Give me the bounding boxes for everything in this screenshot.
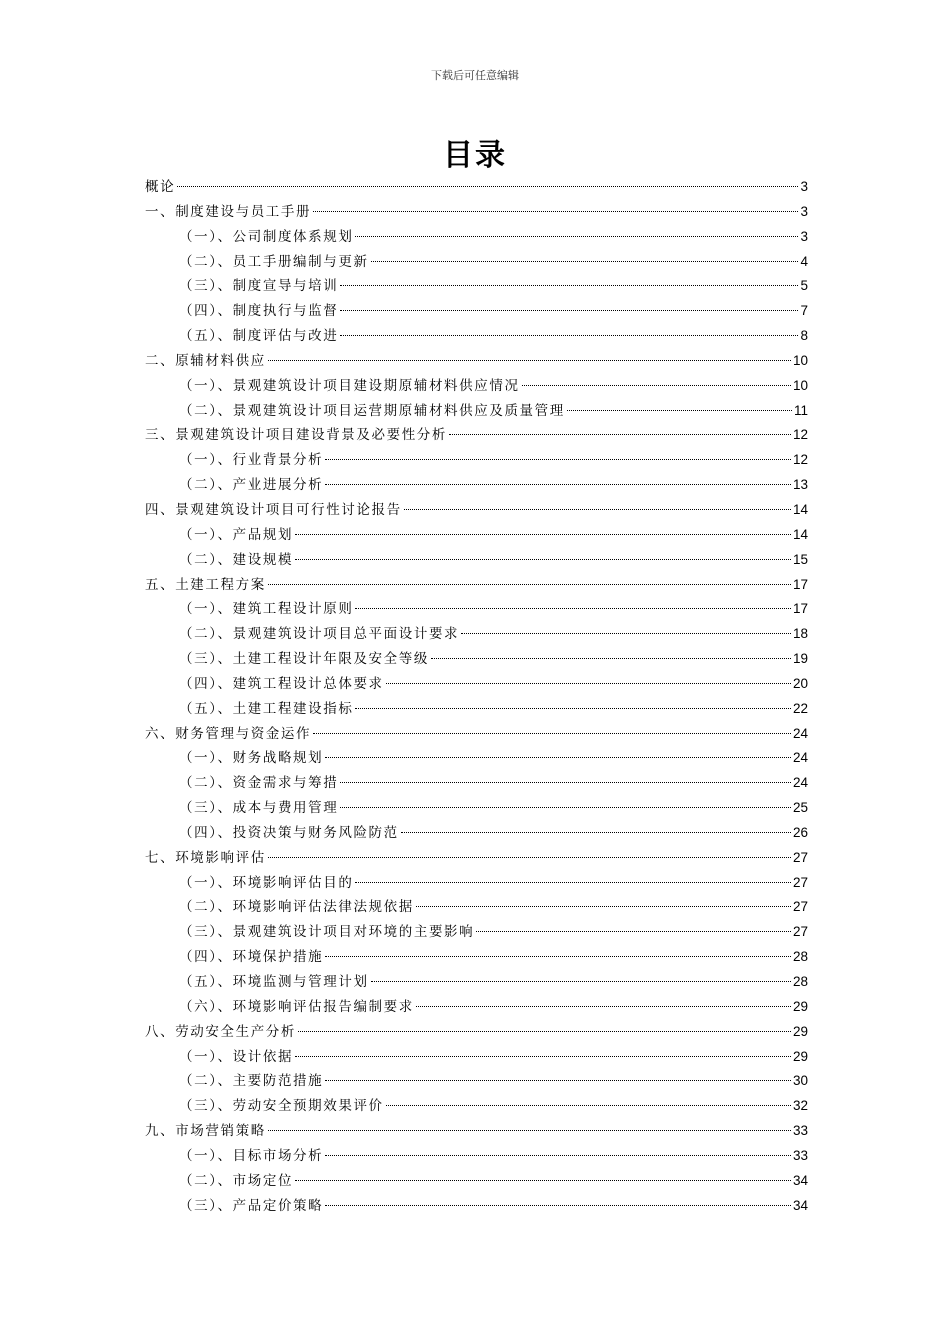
toc-entry-label: （三）、景观建筑设计项目对环境的主要影响 bbox=[179, 924, 475, 941]
toc-entry[interactable] bbox=[145, 1094, 808, 1119]
toc-entry-label: （五）、土建工程建设指标 bbox=[179, 700, 354, 717]
toc-entry-page-number: 27 bbox=[792, 924, 808, 940]
toc-entry-label: （二）、景观建筑设计项目运营期原辅材料供应及质量管理 bbox=[179, 402, 565, 419]
toc-entry[interactable] bbox=[145, 821, 808, 846]
toc-dot-leader bbox=[268, 584, 791, 585]
toc-entry-label: 七、环境影响评估 bbox=[145, 849, 266, 866]
toc-entry[interactable] bbox=[145, 796, 808, 821]
toc-entry-label: （二）、主要防范措施 bbox=[179, 1073, 324, 1090]
toc-entry-label: （三）、土建工程设计年限及安全等级 bbox=[179, 651, 429, 668]
toc-entry-label: （四）、建筑工程设计总体要求 bbox=[179, 675, 384, 692]
toc-entry-page-number: 19 bbox=[792, 651, 808, 667]
toc-entry-label: 二、原辅材料供应 bbox=[145, 352, 266, 369]
toc-entry[interactable] bbox=[145, 1069, 808, 1094]
toc-dot-leader bbox=[416, 1006, 791, 1007]
page-title: 目录 bbox=[443, 138, 507, 173]
toc-dot-leader bbox=[325, 757, 791, 758]
toc-entry[interactable] bbox=[145, 548, 808, 573]
toc-entry-page-number: 20 bbox=[792, 675, 808, 691]
toc-dot-leader bbox=[567, 410, 792, 411]
toc-dot-leader bbox=[461, 633, 791, 634]
toc-entry-label: （五）、环境监测与管理计划 bbox=[179, 974, 369, 990]
toc-entry[interactable] bbox=[145, 448, 808, 473]
toc-dot-leader bbox=[325, 956, 791, 957]
toc-entry[interactable] bbox=[145, 1144, 808, 1169]
toc-entry-page-number: 28 bbox=[792, 974, 808, 989]
toc-entry-label: （二）、资金需求与筹措 bbox=[179, 775, 339, 792]
toc-entry[interactable] bbox=[145, 895, 808, 920]
toc-dot-leader bbox=[340, 285, 798, 286]
toc-entry-page-number: 10 bbox=[792, 352, 808, 368]
toc-entry[interactable] bbox=[145, 722, 808, 747]
toc-entry[interactable] bbox=[145, 846, 808, 871]
toc-entry-page-number: 26 bbox=[792, 824, 808, 840]
toc-dot-leader bbox=[371, 981, 791, 982]
toc-entry-page-number: 5 bbox=[800, 278, 808, 294]
toc-dot-leader bbox=[416, 906, 791, 907]
toc-entry-page-number: 14 bbox=[792, 526, 808, 542]
toc-entry-label: （五）、制度评估与改进 bbox=[179, 328, 339, 345]
toc-dot-leader bbox=[386, 683, 791, 684]
toc-entry[interactable] bbox=[145, 647, 808, 672]
toc-dot-leader bbox=[386, 1105, 791, 1106]
toc-entry[interactable] bbox=[145, 672, 808, 697]
toc-entry[interactable] bbox=[145, 597, 808, 622]
toc-entry-page-number: 8 bbox=[800, 328, 808, 344]
toc-entry[interactable] bbox=[145, 871, 808, 896]
toc-entry-page-number: 24 bbox=[792, 775, 808, 791]
toc-entry[interactable] bbox=[145, 473, 808, 498]
toc-entry-page-number: 24 bbox=[792, 750, 808, 766]
toc-entry-page-number: 34 bbox=[792, 1197, 808, 1213]
toc-entry-label: （一）、行业背景分析 bbox=[179, 452, 324, 469]
toc-entry[interactable] bbox=[145, 200, 808, 225]
toc-entry-label: （一）、目标市场分析 bbox=[179, 1147, 324, 1164]
toc-entry-page-number: 27 bbox=[792, 899, 808, 915]
toc-entry[interactable] bbox=[145, 970, 808, 995]
toc-entry-page-number: 18 bbox=[792, 626, 808, 642]
toc-entry-label: （二）、景观建筑设计项目总平面设计要求 bbox=[179, 626, 460, 643]
toc-entry-page-number: 7 bbox=[800, 303, 808, 319]
toc-entry-page-number: 33 bbox=[792, 1147, 808, 1163]
toc-entry[interactable] bbox=[145, 225, 808, 250]
toc-entry-page-number: 17 bbox=[792, 576, 808, 592]
toc-entry-page-number: 12 bbox=[792, 427, 808, 443]
toc-entry-label: 五、土建工程方案 bbox=[145, 576, 266, 593]
toc-entry-label: （三）、劳动安全预期效果评价 bbox=[179, 1098, 384, 1115]
toc-entry-label: （四）、制度执行与监督 bbox=[179, 303, 339, 320]
toc-entry-page-number: 27 bbox=[792, 874, 808, 890]
toc-entry-label: 一、制度建设与员工手册 bbox=[145, 203, 312, 220]
toc-dot-leader bbox=[325, 459, 791, 460]
toc-entry-page-number: 30 bbox=[792, 1073, 808, 1089]
toc-entry[interactable] bbox=[145, 324, 808, 349]
header-note: 下载后可任意编辑 bbox=[431, 69, 519, 82]
toc-entry-page-number: 27 bbox=[792, 849, 808, 865]
toc-dot-leader bbox=[522, 385, 791, 386]
toc-entry-label: （二）、产业进展分析 bbox=[179, 477, 324, 494]
toc-entry[interactable] bbox=[145, 1020, 808, 1045]
toc-entry[interactable] bbox=[145, 945, 808, 970]
toc-entry-page-number: 25 bbox=[792, 800, 808, 816]
toc-entry-page-number: 12 bbox=[792, 452, 808, 468]
toc-entry-page-number: 13 bbox=[792, 477, 808, 493]
toc-dot-leader bbox=[340, 310, 798, 311]
toc-entry-page-number: 33 bbox=[792, 1123, 808, 1139]
toc-entry[interactable] bbox=[145, 746, 808, 771]
toc-entry-label: （二）、市场定位 bbox=[179, 1172, 294, 1189]
toc-entry-label: （三）、成本与费用管理 bbox=[179, 800, 339, 817]
toc-entry-label: 概论 bbox=[145, 179, 176, 195]
toc-dot-leader bbox=[476, 931, 791, 932]
toc-entry[interactable] bbox=[145, 920, 808, 945]
toc-dot-leader bbox=[313, 211, 798, 212]
toc-entry-label: 四、景观建筑设计项目可行性讨论报告 bbox=[145, 501, 402, 518]
toc-entry-page-number: 29 bbox=[792, 1023, 808, 1039]
toc-entry-label: （六）、环境影响评估报告编制要求 bbox=[179, 998, 414, 1015]
toc-entry[interactable] bbox=[145, 1119, 808, 1144]
toc-entry-label: （三）、制度宣导与培训 bbox=[179, 278, 339, 295]
toc-entry[interactable] bbox=[145, 1045, 808, 1070]
toc-entry[interactable] bbox=[145, 573, 808, 598]
toc-dot-leader bbox=[449, 434, 791, 435]
toc-entry-page-number: 11 bbox=[793, 402, 808, 418]
toc-entry-label: （二）、员工手册编制与更新 bbox=[179, 253, 369, 270]
toc-entry-page-number: 4 bbox=[800, 253, 808, 269]
toc-entry[interactable] bbox=[145, 771, 808, 796]
toc-entry-label: 三、景观建筑设计项目建设背景及必要性分析 bbox=[145, 427, 447, 444]
toc-dot-leader bbox=[340, 782, 791, 783]
toc-entry-page-number: 29 bbox=[792, 1048, 808, 1064]
toc-dot-leader bbox=[355, 236, 798, 237]
toc-entry-label: （四）、投资决策与财务风险防范 bbox=[179, 824, 399, 841]
toc-entry-page-number: 3 bbox=[800, 203, 808, 219]
toc-entry-page-number: 24 bbox=[792, 725, 808, 741]
toc-dot-leader bbox=[298, 1031, 791, 1032]
toc-entry-page-number: 34 bbox=[792, 1172, 808, 1188]
toc-entry[interactable] bbox=[145, 175, 808, 200]
toc-dot-leader bbox=[313, 733, 791, 734]
toc-entry-label: （四）、环境保护措施 bbox=[179, 949, 324, 966]
toc-dot-leader bbox=[404, 509, 791, 510]
toc-entry-page-number: 3 bbox=[800, 228, 808, 244]
toc-dot-leader bbox=[295, 534, 791, 535]
toc-entry-label: （三）、产品定价策略 bbox=[179, 1197, 324, 1214]
toc-entry-label: 九、市场营销策略 bbox=[145, 1123, 266, 1140]
toc-entry-label: （一）、公司制度体系规划 bbox=[179, 228, 354, 245]
toc-entry-page-number: 32 bbox=[792, 1098, 808, 1114]
toc-entry[interactable] bbox=[145, 498, 808, 523]
toc-entry-page-number: 10 bbox=[792, 377, 808, 393]
toc-dot-leader bbox=[325, 484, 791, 485]
toc-dot-leader bbox=[371, 261, 799, 262]
toc-entry[interactable] bbox=[145, 274, 808, 299]
toc-entry-page-number: 14 bbox=[792, 501, 808, 517]
toc-entry[interactable] bbox=[145, 523, 808, 548]
toc-dot-leader bbox=[268, 360, 791, 361]
toc-entry-label: （一）、建筑工程设计原则 bbox=[179, 601, 354, 618]
toc-dot-leader bbox=[295, 1056, 791, 1057]
toc-entry-page-number: 17 bbox=[792, 601, 808, 617]
toc-entry[interactable] bbox=[145, 250, 808, 275]
toc-entry[interactable] bbox=[145, 423, 808, 448]
toc-entry-page-number: 28 bbox=[792, 949, 808, 965]
toc-entry-label: 八、劳动安全生产分析 bbox=[145, 1023, 296, 1040]
toc-dot-leader bbox=[325, 1080, 791, 1081]
toc-entry-label: （一）、环境影响评估目的 bbox=[179, 874, 354, 891]
toc-entry[interactable] bbox=[145, 995, 808, 1020]
toc-dot-leader bbox=[295, 1180, 791, 1181]
toc-entry-label: （一）、财务战略规划 bbox=[179, 750, 324, 767]
toc-entry-page-number: 29 bbox=[792, 998, 808, 1014]
toc-entry-label: （二）、建设规模 bbox=[179, 551, 294, 568]
toc-dot-leader bbox=[325, 1155, 791, 1156]
toc-dot-leader bbox=[177, 186, 798, 187]
toc-entry-label: （二）、环境影响评估法律法规依据 bbox=[179, 899, 414, 916]
toc-dot-leader bbox=[355, 708, 791, 709]
toc-entry[interactable] bbox=[145, 1169, 808, 1194]
table-of-contents bbox=[145, 175, 808, 1218]
toc-dot-leader bbox=[340, 335, 798, 336]
toc-entry-label: （一）、景观建筑设计项目建设期原辅材料供应情况 bbox=[179, 377, 520, 394]
toc-entry-label: 六、财务管理与资金运作 bbox=[145, 725, 312, 742]
toc-dot-leader bbox=[268, 1130, 791, 1131]
toc-dot-leader bbox=[268, 857, 791, 858]
toc-dot-leader bbox=[431, 658, 791, 659]
toc-dot-leader bbox=[295, 559, 791, 560]
toc-entry[interactable] bbox=[145, 299, 808, 324]
toc-dot-leader bbox=[340, 807, 791, 808]
toc-entry-page-number: 3 bbox=[800, 179, 808, 194]
toc-entry[interactable] bbox=[145, 697, 808, 722]
toc-entry[interactable] bbox=[145, 1194, 808, 1219]
toc-dot-leader bbox=[401, 832, 791, 833]
toc-entry-label: （一）、设计依据 bbox=[179, 1048, 294, 1065]
toc-entry[interactable] bbox=[145, 349, 808, 374]
toc-entry-page-number: 22 bbox=[792, 700, 808, 716]
toc-entry[interactable] bbox=[145, 622, 808, 647]
toc-dot-leader bbox=[325, 1205, 791, 1206]
toc-entry[interactable] bbox=[145, 399, 808, 424]
toc-entry[interactable] bbox=[145, 374, 808, 399]
toc-entry-label: （一）、产品规划 bbox=[179, 526, 294, 543]
toc-entry-page-number: 15 bbox=[792, 551, 808, 567]
toc-dot-leader bbox=[355, 608, 791, 609]
toc-dot-leader bbox=[355, 882, 791, 883]
